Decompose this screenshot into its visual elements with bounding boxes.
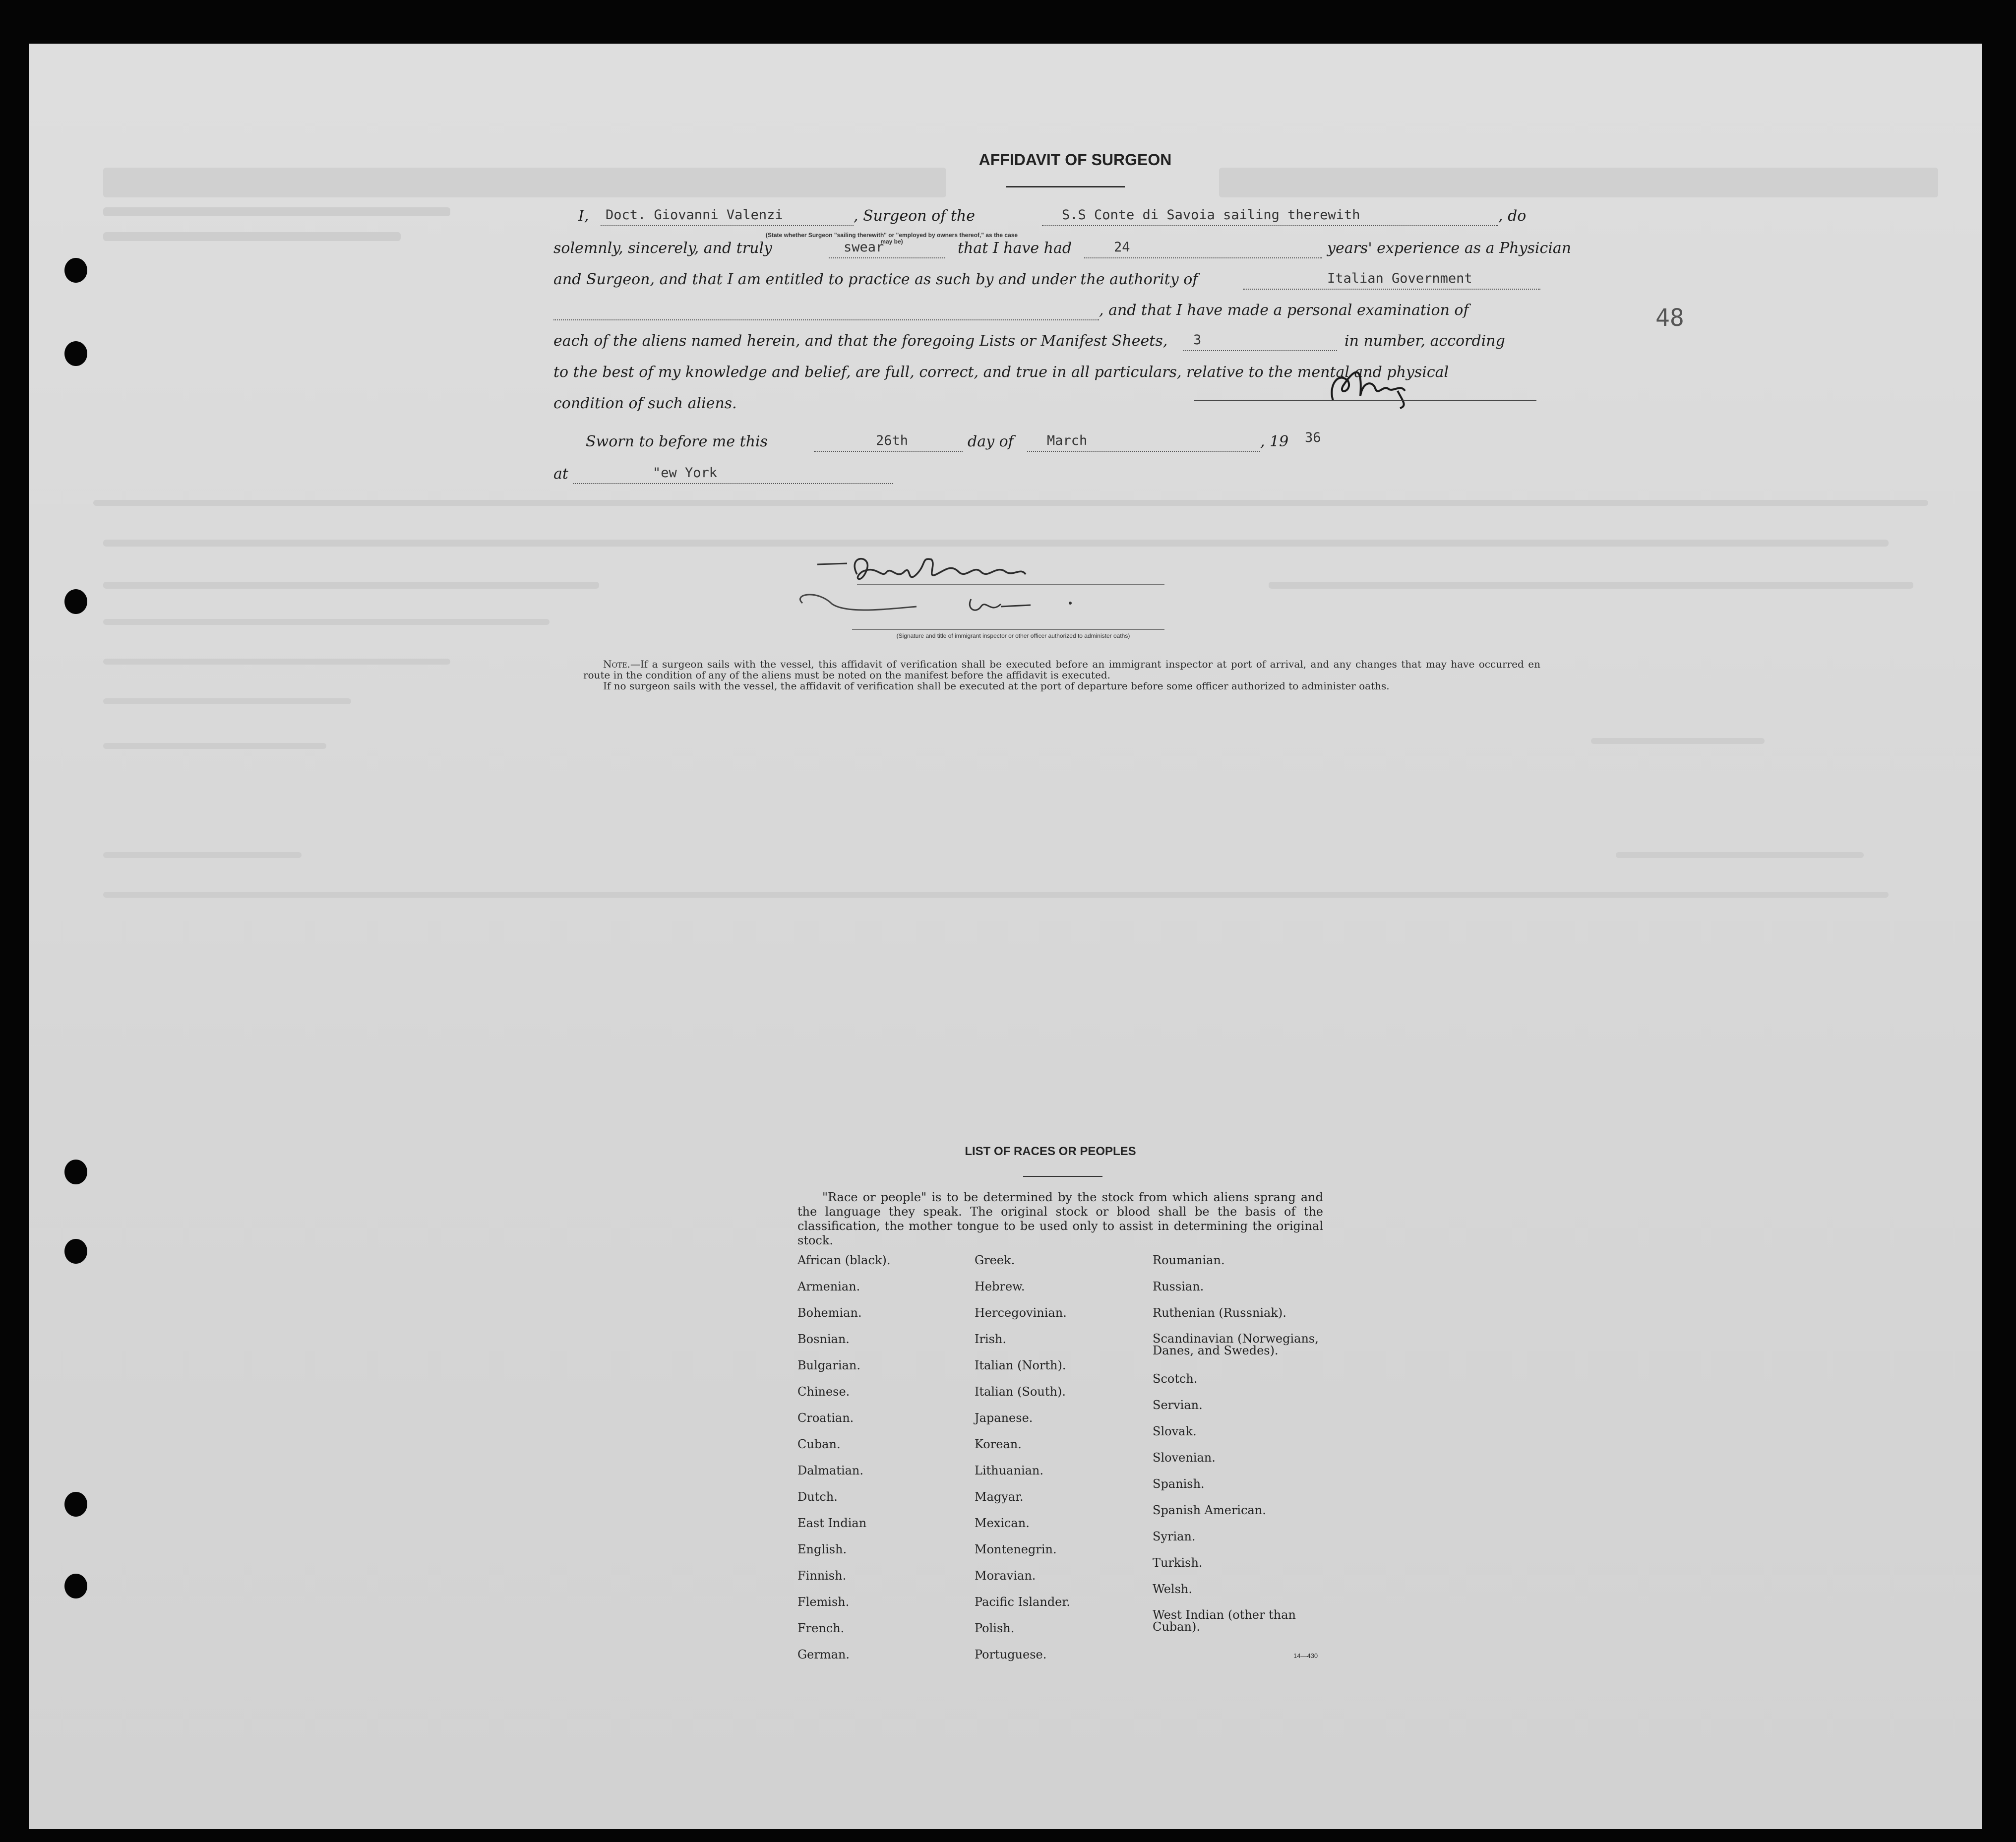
surgeon-name: Doct. Giovanni Valenzi — [606, 207, 783, 223]
race-item: Turkish. — [1153, 1556, 1203, 1570]
race-item: Slovak. — [1153, 1424, 1197, 1438]
sworn-month-field — [1027, 433, 1260, 452]
race-item: Irish. — [975, 1332, 1007, 1346]
race-item: Chinese. — [797, 1385, 850, 1399]
race-item: Hebrew. — [975, 1280, 1025, 1293]
punch-hole — [64, 589, 87, 614]
race-item: Ruthenian (Russniak). — [1153, 1306, 1286, 1320]
sheets-field — [1183, 332, 1337, 351]
line-text: in number, according — [1344, 332, 1505, 350]
punch-hole — [64, 1239, 87, 1264]
note-text-2: If no surgeon sails with the vessel, the affidavit of verification shall be executed at the port of departure before some officer authorized to administer oaths. — [603, 680, 1390, 692]
note-label: Note. — [603, 658, 630, 670]
race-item: West Indian (other than Cuban). — [1153, 1608, 1296, 1634]
affidavit-note — [583, 659, 1540, 691]
race-item: Mexican. — [975, 1516, 1030, 1530]
race-item: Korean. — [975, 1437, 1022, 1451]
race-item: Roumanian. — [1153, 1253, 1225, 1267]
race-item: Syrian. — [1153, 1530, 1196, 1543]
affidavit-title: AFFIDAVIT OF SURGEON — [978, 151, 1172, 169]
race-item: African (black). — [797, 1253, 891, 1267]
years-field — [1084, 240, 1322, 258]
affidavit-line-1 — [553, 207, 1540, 229]
at-line — [553, 465, 1540, 487]
officer-title-line — [852, 629, 1164, 630]
races-column-2 — [975, 1254, 1153, 1674]
authority-value: Italian Government — [1327, 271, 1472, 286]
authority-field — [1243, 271, 1540, 290]
race-item: Spanish American. — [1153, 1503, 1266, 1517]
surgeon-signature — [1318, 351, 1442, 411]
punch-hole — [64, 341, 87, 366]
race-item: Pacific Islander. — [975, 1595, 1070, 1609]
race-item: English. — [797, 1542, 847, 1556]
officer-caption: (Signature and title of immigrant inspector or other officer authorized to administer oaths) — [896, 632, 1130, 639]
affidavit-line-2 — [553, 240, 1572, 261]
line-text: , do — [1498, 207, 1527, 225]
authority-continuation-field — [553, 302, 1099, 320]
surgeon-signature-line — [1194, 400, 1536, 401]
punch-hole — [64, 258, 87, 283]
races-title: LIST OF RACES OR PEOPLES — [965, 1145, 1136, 1158]
race-item: Scotch. — [1153, 1372, 1198, 1386]
sworn-month: March — [1047, 433, 1088, 448]
races-intro: "Race or people" is to be determined by the stock from which aliens sprang and the language they speak. The original stock or blood shall be the basis of the classification, the mother tongue to be used only to assist in determining the original stock. — [797, 1190, 1323, 1247]
race-item: Greek. — [975, 1253, 1015, 1267]
race-item: Servian. — [1153, 1398, 1203, 1412]
place-field — [573, 465, 893, 484]
affidavit-line-3 — [553, 271, 1540, 293]
line-text: , 19 — [1260, 433, 1289, 450]
note-text: —If a surgeon sails with the vessel, this affidavit of verification shall be executed before an immigrant inspector at port of arrival, and any changes that may have occurred en route in the condition of any of the aliens must be noted on the manifest before the affidavit is executed. — [583, 658, 1540, 681]
race-item: French. — [797, 1621, 845, 1635]
race-item: Armenian. — [797, 1280, 860, 1293]
race-item: Magyar. — [975, 1490, 1024, 1504]
race-item: Bosnian. — [797, 1332, 850, 1346]
sworn-line — [553, 430, 1540, 455]
line-text: each of the aliens named herein, and that the foregoing Lists or Manifest Sheets, — [553, 332, 1168, 350]
officer-signature — [788, 545, 1110, 629]
race-item: Moravian. — [975, 1569, 1036, 1583]
sworn-day: 26th — [876, 433, 909, 448]
race-item: Finnish. — [797, 1569, 847, 1583]
race-item: Hercegovinian. — [975, 1306, 1067, 1320]
line-prefix: I, — [578, 207, 589, 225]
race-item: Italian (South). — [975, 1385, 1066, 1399]
race-item: Polish. — [975, 1621, 1015, 1635]
officer-signature-image — [788, 545, 1110, 629]
race-item: Scandinavian (Norwegians, Danes, and Swedes). — [1153, 1332, 1319, 1357]
punch-hole — [64, 1574, 87, 1598]
title-rule — [1006, 186, 1125, 187]
at-label: at — [553, 465, 568, 483]
race-item: Spanish. — [1153, 1477, 1205, 1491]
race-item: Japanese. — [975, 1411, 1033, 1425]
line-text: day of — [968, 433, 1014, 450]
race-item: Welsh. — [1153, 1582, 1192, 1596]
punch-hole — [64, 1492, 87, 1517]
race-item: Russian. — [1153, 1280, 1204, 1293]
race-item: Slovenian. — [1153, 1451, 1216, 1465]
race-item: Croatian. — [797, 1411, 854, 1425]
vessel-field-note: (State whether Surgeon "sailing therewith" or "employed by owners thereof," as the case may be) — [765, 232, 1018, 245]
line-text: , and that I have made a personal examination of — [1099, 302, 1469, 319]
race-item: East Indian — [797, 1516, 867, 1530]
affidavit-line-4 — [553, 302, 1540, 323]
race-item: Dutch. — [797, 1490, 838, 1504]
document-page — [29, 44, 1982, 1829]
races-column-1 — [797, 1254, 976, 1674]
race-item: Montenegrin. — [975, 1542, 1057, 1556]
line-text: and Surgeon, and that I am entitled to practice as such by and under the authority of — [553, 271, 1198, 288]
line-text: solemnly, sincerely, and truly — [553, 240, 773, 257]
race-item: Portuguese. — [975, 1648, 1047, 1661]
sworn-year: 36 — [1305, 430, 1321, 445]
race-item: Dalmatian. — [797, 1464, 864, 1477]
sworn-day-field — [814, 433, 963, 452]
vessel-name: S.S Conte di Savoia sailing therewith — [1062, 207, 1360, 223]
races-title-rule — [1023, 1176, 1102, 1177]
surgeon-name-field — [601, 207, 854, 226]
line-text: Sworn to before me this — [586, 433, 768, 450]
years-value: 24 — [1114, 240, 1130, 255]
race-item: Flemish. — [797, 1595, 850, 1609]
form-code: 14—430 — [1293, 1652, 1318, 1659]
races-column-3 — [1153, 1254, 1331, 1649]
line-text: to the best of my knowledge and belief, are full, correct, and true in all particulars, relative to the mental and physical — [553, 364, 1449, 381]
vessel-field — [1042, 207, 1498, 226]
sheets-value: 3 — [1193, 332, 1202, 348]
line-text: , Surgeon of the — [854, 207, 975, 225]
officer-signature-line — [857, 584, 1164, 585]
race-item: Bulgarian. — [797, 1358, 860, 1372]
line-text: condition of such aliens. — [553, 395, 737, 412]
race-item: Lithuanian. — [975, 1464, 1044, 1477]
sworn-place: "ew York — [653, 465, 718, 481]
race-item: Cuban. — [797, 1437, 841, 1451]
punch-hole — [64, 1160, 87, 1184]
race-item: Bohemian. — [797, 1306, 862, 1320]
surgeon-signature-image — [1318, 351, 1442, 411]
oath-word: swear — [844, 240, 884, 255]
oath-field — [829, 240, 945, 258]
race-item: German. — [797, 1648, 850, 1661]
line-text: that I have had — [958, 240, 1072, 257]
race-item: Italian (North). — [975, 1358, 1066, 1372]
page-number: 48 — [1655, 304, 1684, 332]
line-text: years' experience as a Physician — [1327, 240, 1572, 257]
